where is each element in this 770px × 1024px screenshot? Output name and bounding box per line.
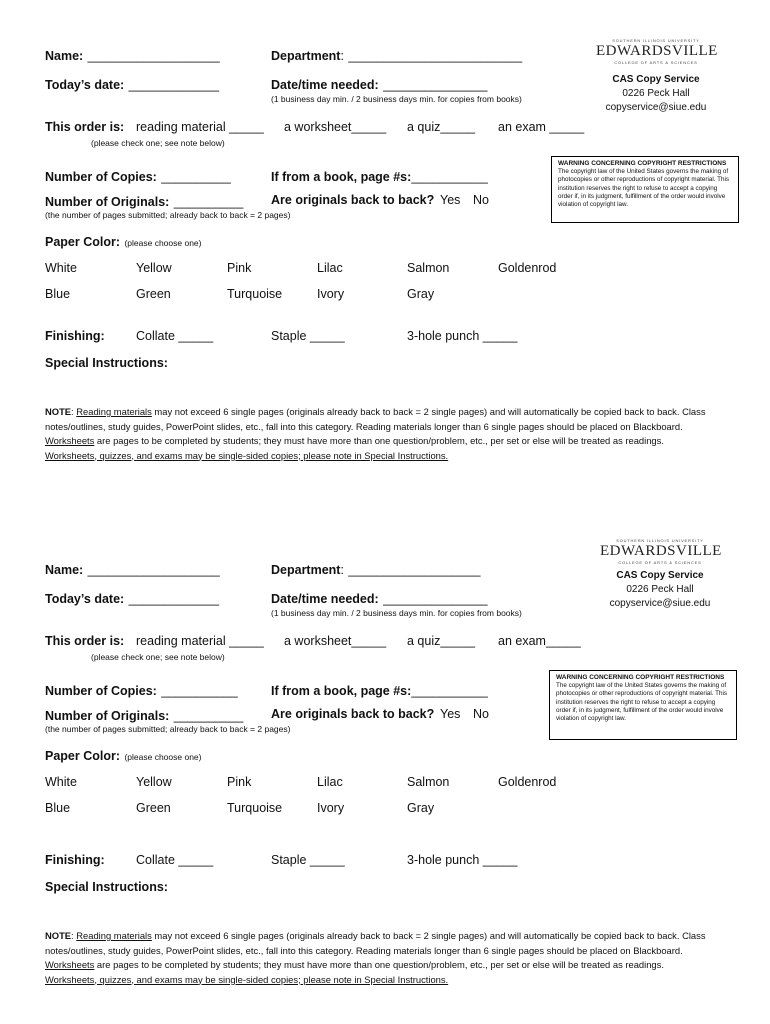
- policy-note: NOTE: Reading materials may not exceed 6 single pages (originals already back to back = 2 single pages) and will automatically be copied back to back. Class notes/outlines, study guides, PowerPoint slides, etc., fall into this category. Reading materials longer than 6 single pages should be placed on Blackboard. Worksheets are pages to be completed by students; they must have more than one question/problem, etc., per set or else will be treated as readings. Worksheets, quizzes, and exams may be single-sided copies; please note in Special Instructions.: [45, 406, 706, 461]
- back-to-back-yes[interactable]: Yes: [440, 193, 461, 207]
- originals-field[interactable]: [45, 193, 243, 211]
- copies-label: Number of Copies:: [45, 170, 157, 184]
- copies-blank[interactable]: __________: [161, 170, 231, 184]
- color-white[interactable]: White: [45, 775, 77, 789]
- date-needed-label: Date/time needed:: [271, 592, 379, 606]
- name-field[interactable]: [45, 47, 220, 65]
- color-goldenrod[interactable]: Goldenrod: [498, 775, 557, 789]
- department-label: Department: [271, 49, 341, 63]
- paper-color-heading: [45, 747, 202, 765]
- originals-blank[interactable]: __________: [173, 709, 244, 723]
- originals-note: (the number of pages submitted; already back to back = 2 pages): [45, 724, 291, 734]
- todays-date-blank[interactable]: _____________: [128, 592, 220, 606]
- back-to-back-yes[interactable]: Yes: [440, 707, 461, 721]
- order-type-note: (please check one; see note below): [91, 138, 225, 148]
- department-blank[interactable]: ___________________: [348, 563, 481, 577]
- name-label: Name:: [45, 563, 84, 577]
- back-to-back-no[interactable]: No: [473, 193, 489, 207]
- finishing-hole-punch[interactable]: 3-hole punch _____: [407, 329, 518, 343]
- siue-logo: SOUTHERN ILLINOIS UNIVERSITY EDWARDSVILLE COLLEGE OF ARTS & SCIENCES: [600, 538, 722, 565]
- policy-note: NOTE: Reading materials may not exceed 6 single pages (originals already back to back = 2 single pages) and will automatically be copied back to back. Class notes/outlines, study guides, PowerPoint slides, etc., fall into this category. Reading materials longer than 6 single pages should be placed on Blackboard. Worksheets are pages to be completed by students; they must have more than one question/problem, etc., per set or else will be treated as readings. Worksheets, quizzes, and exams may be single-sided copies; please note in Special Instructions.: [45, 930, 706, 985]
- back-to-back-label: Are originals back to back?: [271, 707, 435, 721]
- date-needed-field[interactable]: [271, 76, 487, 94]
- book-pages-field[interactable]: [271, 682, 488, 700]
- copies-field[interactable]: [45, 682, 238, 700]
- name-field[interactable]: [45, 561, 220, 579]
- cas-contact: [596, 73, 716, 115]
- siue-logo: SOUTHERN ILLINOIS UNIVERSITY EDWARDSVILLE COLLEGE OF ARTS & SCIENCES: [596, 38, 718, 65]
- order-type-label: This order is:: [45, 634, 125, 648]
- department-field[interactable]: Department: _________________________: [271, 49, 523, 63]
- book-pages-label: If from a book, page #s:: [271, 684, 412, 698]
- copyright-warning-body: The copyright law of the United States governs the making of photocopies or other reproductions of copyright material. This institution reserves the right to refuse to accept a copying order if, in its judgment, fulfillment of the order would involve violation of copyright law.: [556, 682, 728, 723]
- option-quiz[interactable]: a quiz_____: [407, 634, 476, 648]
- cas-room: 0226 Peck Hall: [622, 88, 690, 99]
- copies-blank[interactable]: ___________: [161, 684, 238, 698]
- logo-wordmark: EDWARDSVILLE: [600, 543, 722, 559]
- back-to-back-no[interactable]: No: [473, 707, 489, 721]
- cas-room: 0226 Peck Hall: [626, 584, 694, 595]
- copy-request-form-top: [0, 0, 770, 500]
- copy-request-form-bottom: [0, 514, 770, 1014]
- cas-contact: [600, 569, 720, 611]
- color-turquoise[interactable]: Turquoise: [227, 287, 283, 301]
- special-instructions-label: Special Instructions:: [45, 356, 168, 370]
- option-exam[interactable]: an exam _____: [498, 120, 585, 134]
- department-blank[interactable]: _________________________: [348, 49, 523, 63]
- paper-color-note: (please choose one): [124, 752, 202, 762]
- cas-title: CAS Copy Service: [616, 570, 704, 581]
- back-to-back-label: Are originals back to back?: [271, 193, 435, 207]
- special-instructions-label: Special Instructions:: [45, 880, 168, 894]
- todays-date-field[interactable]: [45, 590, 219, 608]
- finishing-label: Finishing:: [45, 329, 105, 343]
- option-quiz[interactable]: a quiz_____: [407, 120, 476, 134]
- color-gray[interactable]: Gray: [407, 287, 435, 301]
- paper-color-note: (please choose one): [124, 238, 202, 248]
- color-blue[interactable]: Blue: [45, 287, 71, 301]
- finishing-collate[interactable]: Collate _____: [136, 329, 214, 343]
- color-white[interactable]: White: [45, 261, 77, 275]
- originals-note: (the number of pages submitted; already back to back = 2 pages): [45, 210, 291, 220]
- color-turquoise[interactable]: Turquoise: [227, 801, 283, 815]
- originals-field[interactable]: [45, 707, 243, 725]
- option-worksheet[interactable]: a worksheet_____: [284, 634, 387, 648]
- finishing-staple[interactable]: Staple _____: [271, 329, 345, 343]
- order-type-label: This order is:: [45, 120, 125, 134]
- todays-date-field[interactable]: [45, 76, 219, 94]
- copies-field[interactable]: [45, 168, 231, 186]
- date-needed-field[interactable]: [271, 590, 487, 608]
- option-worksheet[interactable]: a worksheet_____: [284, 120, 387, 134]
- copyright-warning: [549, 670, 737, 740]
- cas-title: CAS Copy Service: [612, 74, 700, 85]
- date-needed-blank[interactable]: _______________: [383, 592, 488, 606]
- paper-color-label: Paper Color:: [45, 235, 121, 249]
- copyright-warning: [551, 156, 739, 223]
- department-label: Department: [271, 563, 341, 577]
- todays-date-label: Today’s date:: [45, 78, 125, 92]
- color-ivory[interactable]: Ivory: [317, 801, 345, 815]
- name-label: Name:: [45, 49, 84, 63]
- cas-email: copyservice@siue.edu: [605, 102, 707, 113]
- originals-blank[interactable]: __________: [173, 195, 244, 209]
- color-blue[interactable]: Blue: [45, 801, 71, 815]
- option-reading-material[interactable]: reading material _____: [136, 634, 264, 648]
- color-goldenrod[interactable]: Goldenrod: [498, 261, 557, 275]
- option-exam[interactable]: an exam_____: [498, 634, 581, 648]
- order-type-note: (please check one; see note below): [91, 652, 225, 662]
- color-lilac[interactable]: Lilac: [317, 261, 343, 275]
- color-salmon[interactable]: Salmon: [407, 261, 450, 275]
- department-field[interactable]: Department: ___________________: [271, 563, 481, 577]
- color-ivory[interactable]: Ivory: [317, 287, 345, 301]
- todays-date-blank[interactable]: _____________: [128, 78, 220, 92]
- copyright-warning-body: The copyright law of the United States governs the making of photocopies or other reproductions of copyright material. This institution reserves the right to refuse to accept a copying order if, in its judgment, fulfillment of the order would involve violation of copyright law.: [558, 168, 730, 209]
- date-needed-blank[interactable]: _______________: [383, 78, 488, 92]
- finishing-staple[interactable]: Staple _____: [271, 853, 345, 867]
- color-pink[interactable]: Pink: [227, 261, 252, 275]
- color-gray[interactable]: Gray: [407, 801, 435, 815]
- finishing-hole-punch[interactable]: 3-hole punch _____: [407, 853, 518, 867]
- date-needed-note: (1 business day min. / 2 business days min. for copies from books): [271, 608, 522, 618]
- color-yellow[interactable]: Yellow: [136, 775, 172, 789]
- finishing-label: Finishing:: [45, 853, 105, 867]
- paper-color-label: Paper Color:: [45, 749, 121, 763]
- color-salmon[interactable]: Salmon: [407, 775, 450, 789]
- color-lilac[interactable]: Lilac: [317, 775, 343, 789]
- name-blank[interactable]: ___________________: [87, 563, 220, 577]
- copies-label: Number of Copies:: [45, 684, 157, 698]
- book-pages-field[interactable]: [271, 168, 488, 186]
- book-pages-blank[interactable]: ___________: [411, 684, 488, 698]
- color-green[interactable]: Green: [136, 287, 171, 301]
- logo-wordmark: EDWARDSVILLE: [596, 43, 718, 59]
- cas-email: copyservice@siue.edu: [609, 598, 711, 609]
- copyright-warning-title: WARNING CONCERNING COPYRIGHT RESTRICTIONS: [556, 674, 725, 681]
- paper-color-heading: [45, 233, 202, 251]
- date-needed-note: (1 business day min. / 2 business days min. for copies from books): [271, 94, 522, 104]
- color-yellow[interactable]: Yellow: [136, 261, 172, 275]
- finishing-collate[interactable]: Collate _____: [136, 853, 214, 867]
- color-pink[interactable]: Pink: [227, 775, 252, 789]
- copyright-warning-title: WARNING CONCERNING COPYRIGHT RESTRICTIONS: [558, 160, 727, 167]
- name-blank[interactable]: ___________________: [87, 49, 220, 63]
- color-green[interactable]: Green: [136, 801, 171, 815]
- originals-label: Number of Originals:: [45, 195, 170, 209]
- date-needed-label: Date/time needed:: [271, 78, 379, 92]
- book-pages-label: If from a book, page #s:: [271, 170, 412, 184]
- todays-date-label: Today’s date:: [45, 592, 125, 606]
- originals-label: Number of Originals:: [45, 709, 170, 723]
- book-pages-blank[interactable]: ___________: [411, 170, 488, 184]
- option-reading-material[interactable]: reading material _____: [136, 120, 264, 134]
